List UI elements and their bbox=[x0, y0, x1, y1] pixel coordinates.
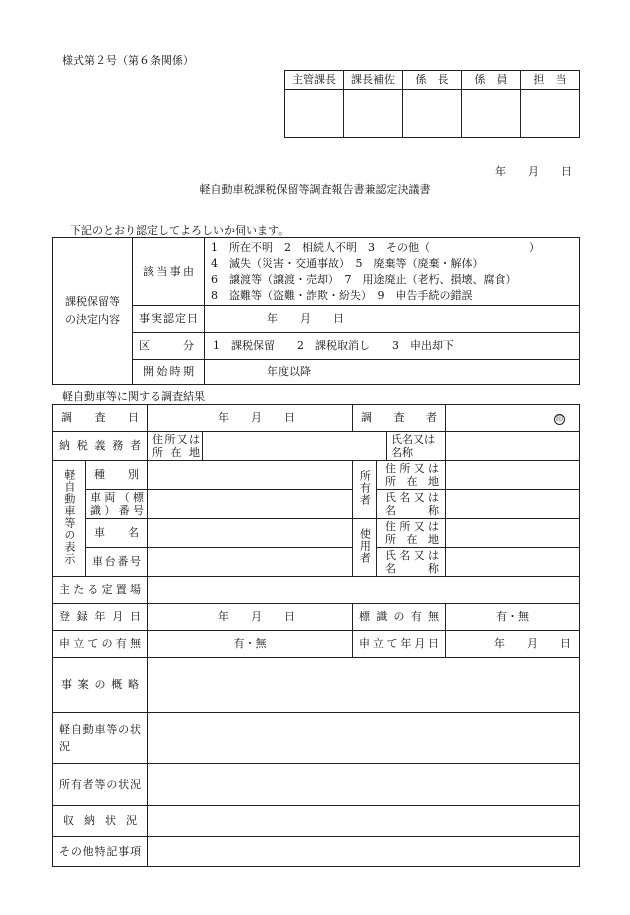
vehicle-chassis-label: 車台番号 bbox=[86, 548, 148, 577]
user-label: 使用者 bbox=[353, 519, 377, 577]
survey-date-value[interactable]: 年 月 日 bbox=[148, 405, 353, 432]
reason-line[interactable]: 4 滅失（災害・交通事故） 5 廃棄等（廃棄・解体） bbox=[211, 256, 484, 270]
approval-header-2: 係 長 bbox=[403, 71, 462, 90]
application-value[interactable]: 有・無 bbox=[148, 631, 353, 658]
approval-stamp-cell[interactable] bbox=[462, 90, 521, 138]
approval-header-4: 担 当 bbox=[521, 71, 580, 90]
approval-header-0: 主管課長 bbox=[285, 71, 344, 90]
application-label: 申立ての有無 bbox=[53, 631, 148, 658]
vehicle-model-label: 車 名 bbox=[86, 519, 148, 548]
taxpayer-label: 納税義務者 bbox=[53, 432, 148, 461]
owner-status-label: 所有者等の状況 bbox=[53, 764, 148, 806]
document-date[interactable]: 年 月 日 bbox=[495, 165, 572, 178]
vehicle-plate-value[interactable] bbox=[148, 490, 353, 519]
form-number: 様式第２号（第６条関係） bbox=[62, 54, 194, 67]
reason-line[interactable]: 6 譲渡等（譲渡・売却） 7 用途廃止（老朽、損壊、腐食） bbox=[211, 272, 517, 286]
vehicle-status-value[interactable] bbox=[148, 713, 580, 764]
collection-label: 収納状況 bbox=[53, 806, 148, 837]
plate-exists-label: 標識の有無 bbox=[353, 604, 446, 631]
reason-line[interactable]: 1 所在不明 2 相続人不明 3 その他（ ） bbox=[211, 240, 540, 254]
application-date-label: 申立て年月日 bbox=[353, 631, 446, 658]
approval-stamp-cell[interactable] bbox=[344, 90, 403, 138]
owner-address-label: 住所又は所在地 bbox=[377, 461, 446, 490]
owner-label: 所有者 bbox=[353, 461, 377, 519]
taxpayer-address-label: 住所又は所在地 bbox=[148, 432, 203, 461]
user-address-value[interactable] bbox=[446, 519, 580, 548]
vehicle-plate-label: 車両（標識）番号 bbox=[86, 490, 148, 519]
fact-date-value[interactable]: 年 月 日 bbox=[205, 306, 580, 333]
approval-stamp-cell[interactable] bbox=[285, 90, 344, 138]
vehicle-model-value[interactable] bbox=[148, 519, 353, 548]
surveyor-value[interactable] bbox=[446, 405, 580, 432]
case-value[interactable] bbox=[148, 658, 580, 713]
reason-label: 該当事由 bbox=[133, 238, 205, 306]
decision-section-label: 課税保留等の決定内容 bbox=[53, 238, 133, 385]
user-address-label: 住所又は所在地 bbox=[377, 519, 446, 548]
other-label: その他特記事項 bbox=[53, 837, 148, 867]
seal-mark: 印 bbox=[556, 415, 564, 423]
reg-date-label: 登録年月日 bbox=[53, 604, 148, 631]
approval-stamp-cell[interactable] bbox=[403, 90, 462, 138]
owner-name-value[interactable] bbox=[446, 490, 580, 519]
other-value[interactable] bbox=[148, 837, 580, 867]
owner-status-value[interactable] bbox=[148, 764, 580, 806]
reg-date-value[interactable]: 年 月 日 bbox=[148, 604, 353, 631]
taxpayer-name-value[interactable] bbox=[446, 432, 580, 461]
storage-label: 主たる定置場 bbox=[53, 577, 148, 604]
surveyor-label: 調 査 者 bbox=[353, 405, 446, 432]
vehicle-type-label: 種 別 bbox=[86, 461, 148, 490]
division-label: 区 分 bbox=[133, 333, 205, 360]
user-name-label: 氏名又は名称 bbox=[377, 548, 446, 577]
owner-name-label: 氏名又は名称 bbox=[377, 490, 446, 519]
vehicle-chassis-value[interactable] bbox=[148, 548, 353, 577]
storage-value[interactable] bbox=[148, 577, 580, 604]
owner-address-value[interactable] bbox=[446, 461, 580, 490]
intro-text: 下記のとおり認定してよろしいか伺います。 bbox=[70, 224, 290, 237]
vehicle-type-value[interactable] bbox=[148, 461, 353, 490]
decision-table bbox=[52, 237, 580, 385]
application-date-value[interactable]: 年 月 日 bbox=[446, 631, 580, 658]
collection-value[interactable] bbox=[148, 806, 580, 837]
survey-date-label: 調 査 日 bbox=[53, 405, 148, 432]
approval-header-1: 課長補佐 bbox=[344, 71, 403, 90]
vehicle-section-label: 軽自動車等の表示 bbox=[53, 461, 86, 577]
user-name-value[interactable] bbox=[446, 548, 580, 577]
division-value[interactable]: 1 課税保留 2 課税取消し 3 申出却下 bbox=[205, 333, 580, 360]
survey-heading: 軽自動車等に関する調査結果 bbox=[62, 390, 205, 403]
reason-line[interactable]: 8 盗難等（盗難・詐欺・紛失） 9 申告手続の錯誤 bbox=[211, 288, 473, 302]
approval-table bbox=[284, 70, 580, 138]
plate-exists-value[interactable]: 有・無 bbox=[446, 604, 580, 631]
reason-options[interactable] bbox=[205, 238, 580, 306]
document-title: 軽自動車税課税保留等調査報告書兼認定決議書 bbox=[199, 183, 431, 196]
fact-date-label: 事実認定日 bbox=[133, 306, 205, 333]
taxpayer-name-label: 氏名又は名称 bbox=[387, 432, 446, 461]
taxpayer-address-value[interactable] bbox=[203, 432, 387, 461]
approval-stamp-cell[interactable] bbox=[521, 90, 580, 138]
start-label: 開始時期 bbox=[133, 360, 205, 385]
approval-header-3: 係 員 bbox=[462, 71, 521, 90]
case-label: 事案の概略 bbox=[53, 658, 148, 713]
survey-table bbox=[52, 404, 580, 867]
start-value[interactable]: 年度以降 bbox=[205, 360, 580, 385]
vehicle-status-label: 軽自動車等の状 況 bbox=[53, 713, 148, 764]
